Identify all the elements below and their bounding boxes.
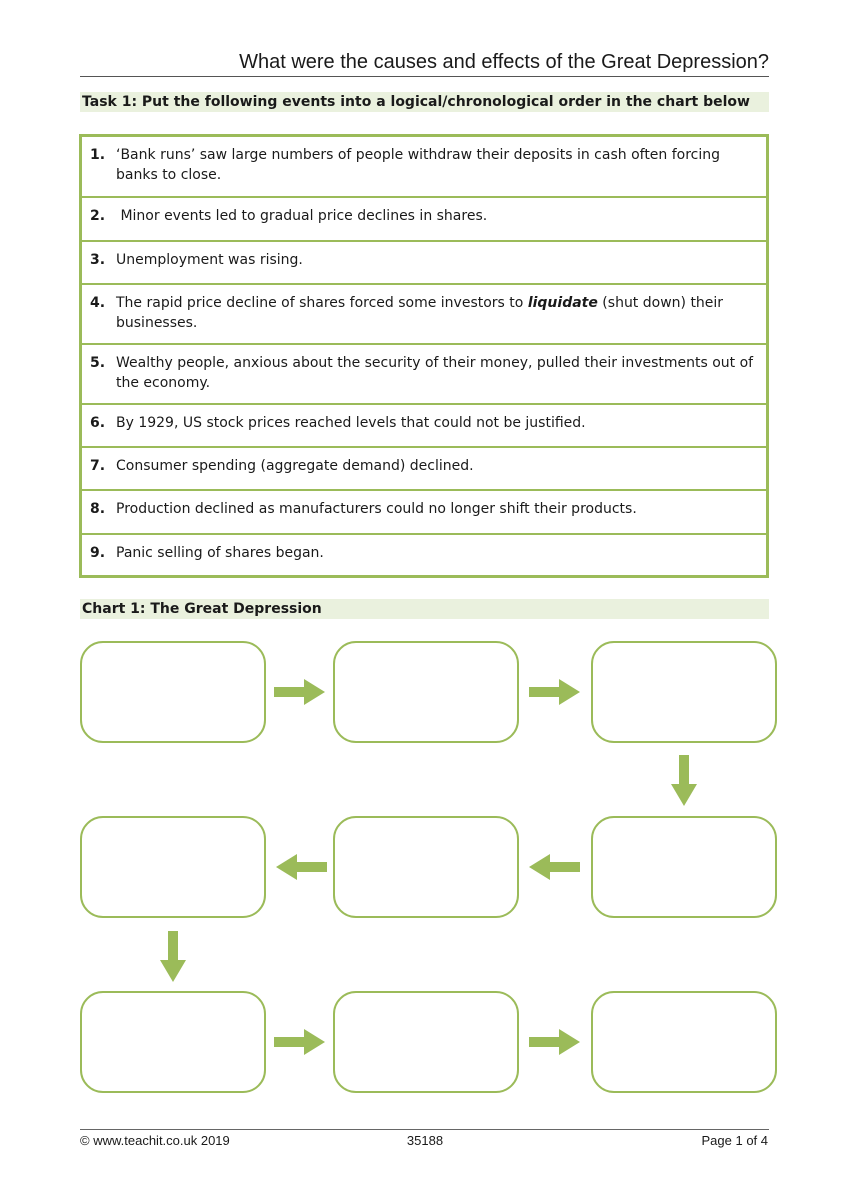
event-number: 4. bbox=[90, 295, 106, 311]
flow-box-8[interactable] bbox=[334, 992, 518, 1092]
chart-heading: Chart 1: The Great Depression bbox=[80, 599, 769, 619]
arrow-down-icon bbox=[160, 931, 186, 982]
footer-code: 35188 bbox=[406, 1133, 444, 1148]
flow-box-2[interactable] bbox=[334, 642, 518, 742]
event-text: By 1929, US stock prices reached levels that could not be justified. bbox=[116, 415, 586, 431]
event-text-cont: the economy. bbox=[116, 375, 211, 391]
arrow-right-icon bbox=[274, 679, 325, 705]
emphasis-word: liquidate bbox=[527, 295, 598, 311]
arrow-left-icon bbox=[529, 854, 580, 880]
arrow-right-icon bbox=[529, 679, 580, 705]
flow-box-4[interactable] bbox=[592, 817, 776, 917]
footer-divider bbox=[80, 1129, 769, 1130]
event-text-cont: businesses. bbox=[116, 315, 198, 331]
event-text: Production declined as manufacturers could no longer shift their products. bbox=[116, 501, 637, 517]
arrow-right-icon bbox=[529, 1029, 580, 1055]
event-number: 5. bbox=[90, 355, 106, 371]
event-number: 7. bbox=[90, 458, 106, 474]
event-number: 6. bbox=[90, 415, 106, 431]
event-text: Minor events led to gradual price declines in shares. bbox=[116, 208, 488, 224]
flow-box-7[interactable] bbox=[81, 992, 265, 1092]
flow-box-5[interactable] bbox=[334, 817, 518, 917]
flow-box-9[interactable] bbox=[592, 992, 776, 1092]
flow-box-6[interactable] bbox=[81, 817, 265, 917]
flow-box-3[interactable] bbox=[592, 642, 776, 742]
event-text: Consumer spending (aggregate demand) declined. bbox=[116, 458, 474, 474]
event-text: Unemployment was rising. bbox=[116, 252, 303, 268]
flow-box-1[interactable] bbox=[81, 642, 265, 742]
footer-copyright: © www.teachit.co.uk 2019 bbox=[80, 1133, 230, 1148]
event-number: 2. bbox=[90, 208, 106, 224]
event-number: 9. bbox=[90, 545, 106, 561]
event-number: 8. bbox=[90, 501, 106, 517]
arrow-right-icon bbox=[274, 1029, 325, 1055]
arrow-down-icon bbox=[671, 755, 697, 806]
event-number: 1. bbox=[90, 147, 106, 163]
page-title: What were the causes and effects of the Great Depression? bbox=[239, 51, 769, 73]
event-text: Wealthy people, anxious about the security of their money, pulled their investments out of bbox=[116, 355, 754, 371]
footer-page: Page 1 of 4 bbox=[701, 1133, 768, 1148]
event-text: ‘Bank runs’ saw large numbers of people withdraw their deposits in cash often forcing bbox=[116, 147, 721, 163]
task-heading: Task 1: Put the following events into a logical/chronological order in the chart below bbox=[80, 92, 769, 112]
event-number: 3. bbox=[90, 252, 106, 268]
event-text-cont: banks to close. bbox=[116, 167, 222, 183]
event-text: Panic selling of shares began. bbox=[116, 545, 324, 561]
event-text: The rapid price decline of shares forced some investors to liquidate (shut down) their bbox=[116, 295, 724, 311]
arrow-left-icon bbox=[276, 854, 327, 880]
